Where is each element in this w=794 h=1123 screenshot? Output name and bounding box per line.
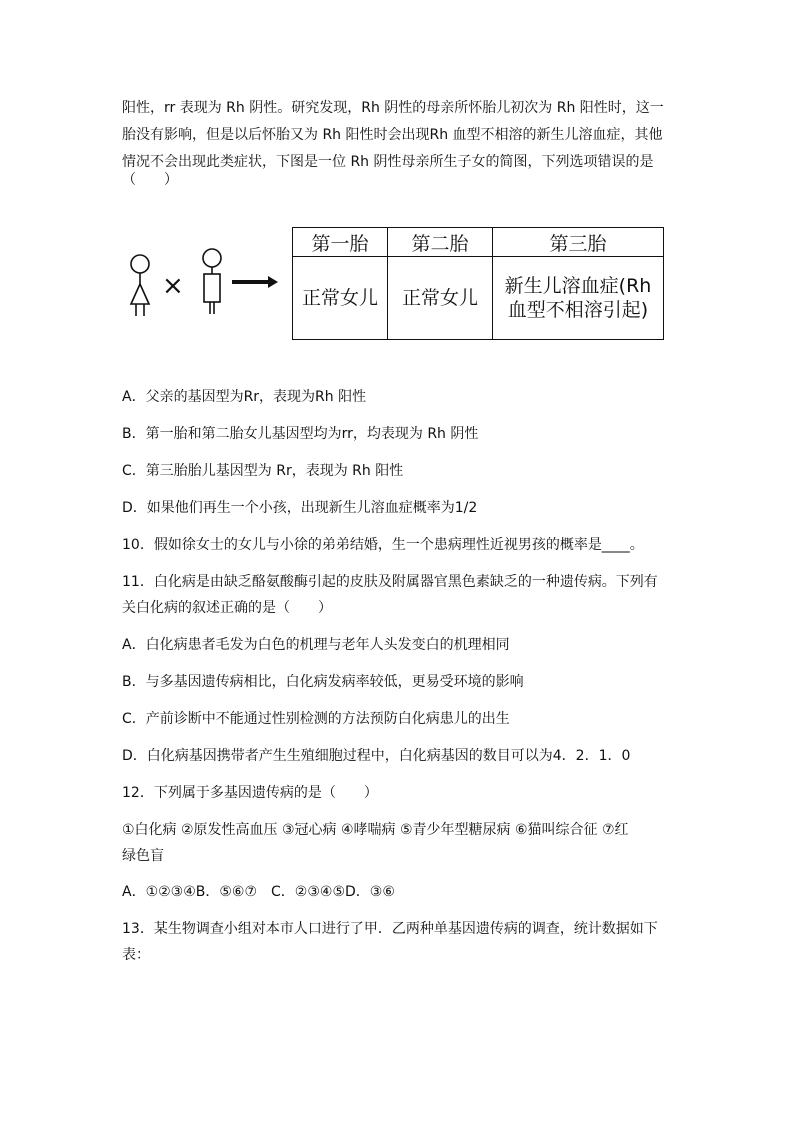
answer-blank: （ ） — [122, 172, 178, 188]
q12-answers: A．①②③④B．⑤⑥⑦ C．②③④⑤D．③⑥ — [122, 884, 395, 900]
offspring-table — [292, 227, 664, 340]
q11-stem-line-1: 11．白化病是由缺乏酪氨酸酶引起的皮肤及附属器官黑色素缺乏的一种遗传病。下列有 — [122, 574, 658, 590]
q11-option-c: C．产前诊断中不能通过性别检测的方法预防白化病患儿的出生 — [122, 711, 510, 727]
q11-stem-line-2: 关白化病的叙述正确的是（ ） — [122, 600, 332, 616]
intro-line-2: 胎没有影响，但是以后怀胎又为 Rh 阳性时会出现Rh 血型不相溶的新生儿溶血症，其他 — [122, 127, 663, 143]
father-symbol-icon — [203, 249, 221, 314]
header-second-child: 第二胎 — [388, 228, 493, 257]
q11-option-d: D．白化病基因携带者产生生殖细胞过程中，白化病基因的数目可以为4．2．1．0 — [122, 748, 631, 764]
q13-line-1: 13．某生物调查小组对本市人口进行了甲．乙两种单基因遗传病的调查，统计数据如下 — [122, 921, 658, 937]
arrow-right-icon — [232, 276, 278, 288]
q11-option-a: A．白化病患者毛发为白色的机理与老年人头发变白的机理相同 — [122, 637, 510, 653]
q12-list-line-1: ①白化病 ②原发性高血压 ③冠心病 ④哮喘病 ⑤青少年型糖尿病 ⑥猫叫综合征 ⑦红 — [122, 822, 629, 838]
cell-first-child: 正常女儿 — [293, 257, 388, 340]
mother-symbol-icon — [131, 255, 149, 316]
intro-line-1: 阳性，rr 表现为 Rh 阴性。研究发现，Rh 阴性的母亲所怀胎儿初次为 Rh 阳性时，这一 — [122, 100, 664, 116]
q12-stem: 12．下列属于多基因遗传病的是（ ） — [122, 785, 378, 801]
header-third-child: 第三胎 — [493, 228, 664, 257]
q9-option-a: A．父亲的基因型为Rr，表现为Rh 阳性 — [122, 389, 367, 405]
cell-second-child: 正常女儿 — [388, 257, 493, 340]
header-first-child: 第一胎 — [293, 228, 388, 257]
q9-option-c: C．第三胎胎儿基因型为 Rr，表现为 Rh 阳性 — [122, 463, 404, 479]
q13-line-2: 表： — [122, 947, 150, 963]
pedigree-figure — [120, 222, 680, 346]
intro-line-3: 情况不会出现此类症状，下图是一位 Rh 阴性母亲所生子女的简图，下列选项错误的是 — [122, 154, 654, 170]
q11-option-b: B．与多基因遗传病相比，白化病发病率较低，更易受环境的影响 — [122, 674, 524, 690]
cross-symbol: × — [162, 271, 184, 301]
question-10: 10．假如徐女士的女儿与小徐的弟弟结婚，生一个患病理性近视男孩的概率是____。 — [122, 537, 644, 553]
q9-option-d: D．如果他们再生一个小孩，出现新生儿溶血症概率为1/2 — [122, 500, 478, 516]
q12-list-line-2: 绿色盲 — [122, 848, 164, 864]
q9-option-b: B．第一胎和第二胎女儿基因型均为rr，均表现为 Rh 阴性 — [122, 426, 479, 442]
parents-diagram — [120, 244, 292, 334]
cell-third-child: 新生儿溶血症(Rh血型不相溶引起) — [493, 257, 664, 340]
